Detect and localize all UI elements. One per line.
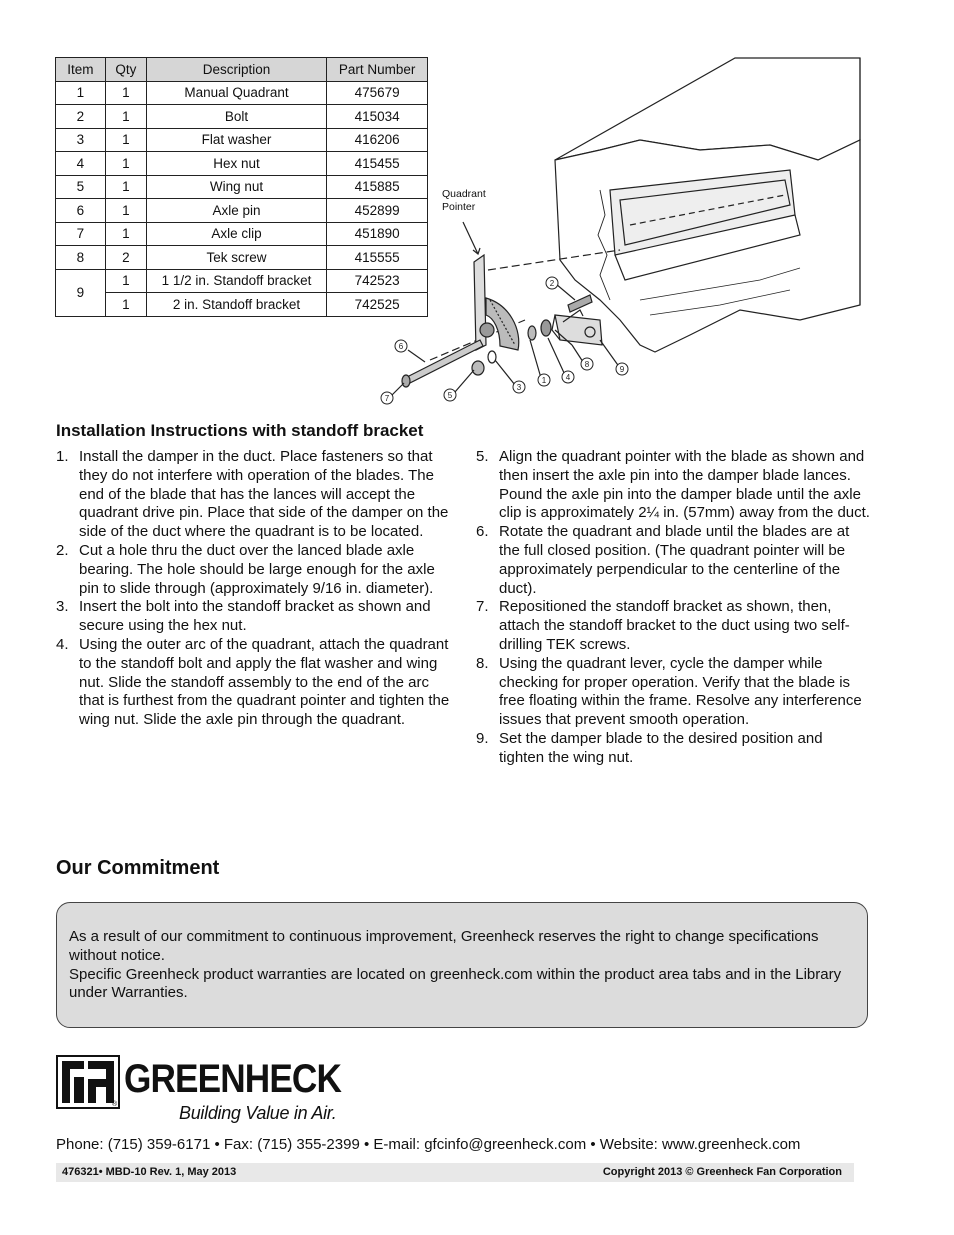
document-number: 476321• MBD-10 Rev. 1, May 2013 (62, 1166, 237, 1178)
instruction-step: 3. Insert the bolt into the standoff bracket as shown and secure using the hex nut. (56, 598, 431, 635)
cell-description: Axle clip (146, 222, 326, 246)
instruction-step: 5. Align the quadrant pointer with the blade as shown and then insert the axle pin into the damper blade lances. Pound the axle pin into the damper blade until the axle clip is approximately 2¼ in. (57mm) away from the duct. (476, 448, 870, 522)
callout-4 (562, 371, 574, 383)
assembly-diagram (370, 55, 910, 410)
callout-2 (546, 277, 558, 289)
callout-3 (513, 381, 525, 393)
instruction-step: 8. Using the quadrant lever, cycle the damper while checking for proper operation. Verify that the blade is free floating within the frame. Resolve any interference issues that prevent smooth operation. (476, 654, 862, 729)
instruction-step: 7. Repositioned the standoff bracket as shown, then, attach the standoff bracket to the duct using two self- drilling TEK screws. (476, 598, 850, 653)
instruction-list-right (476, 448, 870, 768)
quadrant-pointer-label: Quadrant Pointer (442, 188, 486, 213)
commitment-title: Our Commitment (56, 857, 220, 879)
cell-item: 5 (56, 175, 106, 199)
instruction-step: 2. Cut a hole thru the duct over the lanced blade axle bearing. The hole should be large enough for the axle pin to slide through (approximately 9/16 in. diameter). (56, 541, 435, 597)
registered-mark: ® (112, 1101, 118, 1108)
cell-item: 6 (56, 199, 106, 223)
svg-text:2: 2 (549, 279, 555, 288)
cell-item: 7 (56, 222, 106, 246)
cell-part-number: 415555 (327, 246, 428, 270)
cell-qty: 1 (105, 128, 146, 152)
cell-description: Manual Quadrant (146, 81, 326, 105)
instruction-step: 6. Rotate the quadrant and blade until the blades are at the full closed position. (The quadrant pointer will be approximately perpendicular to the centerline of the duct). (476, 523, 850, 597)
cell-qty: 2 (105, 246, 146, 270)
cell-part-number: 451890 (327, 222, 428, 246)
footer-bar (56, 1163, 854, 1182)
cell-item: 8 (56, 246, 106, 270)
cell-part-number: 742525 (327, 293, 428, 317)
svg-text:9: 9 (619, 365, 625, 374)
contact-line: Phone: (715) 359-6171 • Fax: (715) 355-2399 • E-mail: gfcinfo@greenheck.com • Website: www.greenheck.com (56, 1136, 801, 1153)
cell-part-number: 742523 (327, 269, 428, 293)
cell-qty: 1 (105, 269, 146, 293)
cell-part-number: 416206 (327, 128, 428, 152)
commitment-paragraph: As a result of our commitment to continuous improvement, Greenheck reserves the right to change specifications without notice. (69, 928, 819, 964)
greenheck-logo (56, 1055, 356, 1125)
cell-description: Bolt (146, 105, 326, 129)
cell-part-number: 452899 (327, 199, 428, 223)
installation-title: Installation Instructions with standoff bracket (56, 421, 424, 440)
instruction-step: 1. Install the damper in the duct. Place fasteners so that they do not interfere with operation of the blades. The end of the blade that has the lances will accept the quadrant drive pin. Place that side of the damper on the side of the duct where the quadrant is to be located. (56, 448, 449, 541)
cell-qty: 1 (105, 175, 146, 199)
svg-text:3: 3 (516, 383, 522, 392)
cell-part-number: 475679 (327, 81, 428, 105)
cell-part-number: 415885 (327, 175, 428, 199)
cell-description: Flat washer (146, 128, 326, 152)
cell-description: Axle pin (146, 199, 326, 223)
instruction-step: 9. Set the damper blade to the desired position and tighten the wing nut. (476, 729, 823, 766)
commitment-box (56, 902, 868, 1028)
svg-text:5: 5 (447, 391, 453, 400)
cell-description: Tek screw (146, 246, 326, 270)
column-header-item: Item (56, 58, 106, 82)
commitment-paragraph: Specific Greenheck product warranties are located on greenheck.com within the product area tabs and in the Library under Warranties. (69, 965, 842, 1002)
svg-text:7: 7 (384, 394, 390, 403)
cell-qty: 1 (105, 105, 146, 129)
cell-item: 2 (56, 105, 106, 129)
logo-wordmark: GREENHECK (124, 1057, 342, 1101)
svg-text:4: 4 (565, 373, 571, 382)
cell-part-number: 415034 (327, 105, 428, 129)
logo-tagline: Building Value in Air. (179, 1103, 337, 1123)
cell-qty: 1 (105, 199, 146, 223)
cell-description: Hex nut (146, 152, 326, 176)
cell-part-number: 415455 (327, 152, 428, 176)
instruction-step: 4. Using the outer arc of the quadrant, attach the quadrant to the standoff bolt and apply the flat washer and wing nut. Slide the standoff assembly to the end of the arc that is furthest from the quadrant pointer and tighten the wing nut. Slide the axle pin through the quadrant. (56, 635, 450, 729)
cell-description: Wing nut (146, 175, 326, 199)
cell-description: 2 in. Standoff bracket (146, 293, 326, 317)
cell-item: 1 (56, 81, 106, 105)
callout-7 (381, 392, 393, 404)
callout-9 (616, 363, 628, 375)
svg-text:6: 6 (398, 342, 404, 351)
cell-qty: 1 (105, 81, 146, 105)
cell-qty: 1 (105, 293, 146, 317)
cell-description: 1 1/2 in. Standoff bracket (146, 269, 326, 293)
instruction-list-left (56, 448, 452, 730)
cell-qty: 1 (105, 152, 146, 176)
cell-item: 9 (56, 269, 106, 316)
callout-8 (581, 358, 593, 370)
greenheck-mark-icon (56, 1055, 120, 1109)
svg-text:8: 8 (584, 360, 590, 369)
column-header-qty: Qty (105, 58, 146, 82)
cell-item: 3 (56, 128, 106, 152)
callout-1 (538, 374, 550, 386)
column-header-part-number: Part Number (327, 58, 428, 82)
callout-6 (395, 340, 407, 352)
cell-qty: 1 (105, 222, 146, 246)
svg-text:1: 1 (541, 376, 547, 385)
cell-item: 4 (56, 152, 106, 176)
callout-5 (444, 389, 456, 401)
copyright: Copyright 2013 © Greenheck Fan Corporation (602, 1166, 842, 1178)
column-header-description: Description (146, 58, 326, 82)
